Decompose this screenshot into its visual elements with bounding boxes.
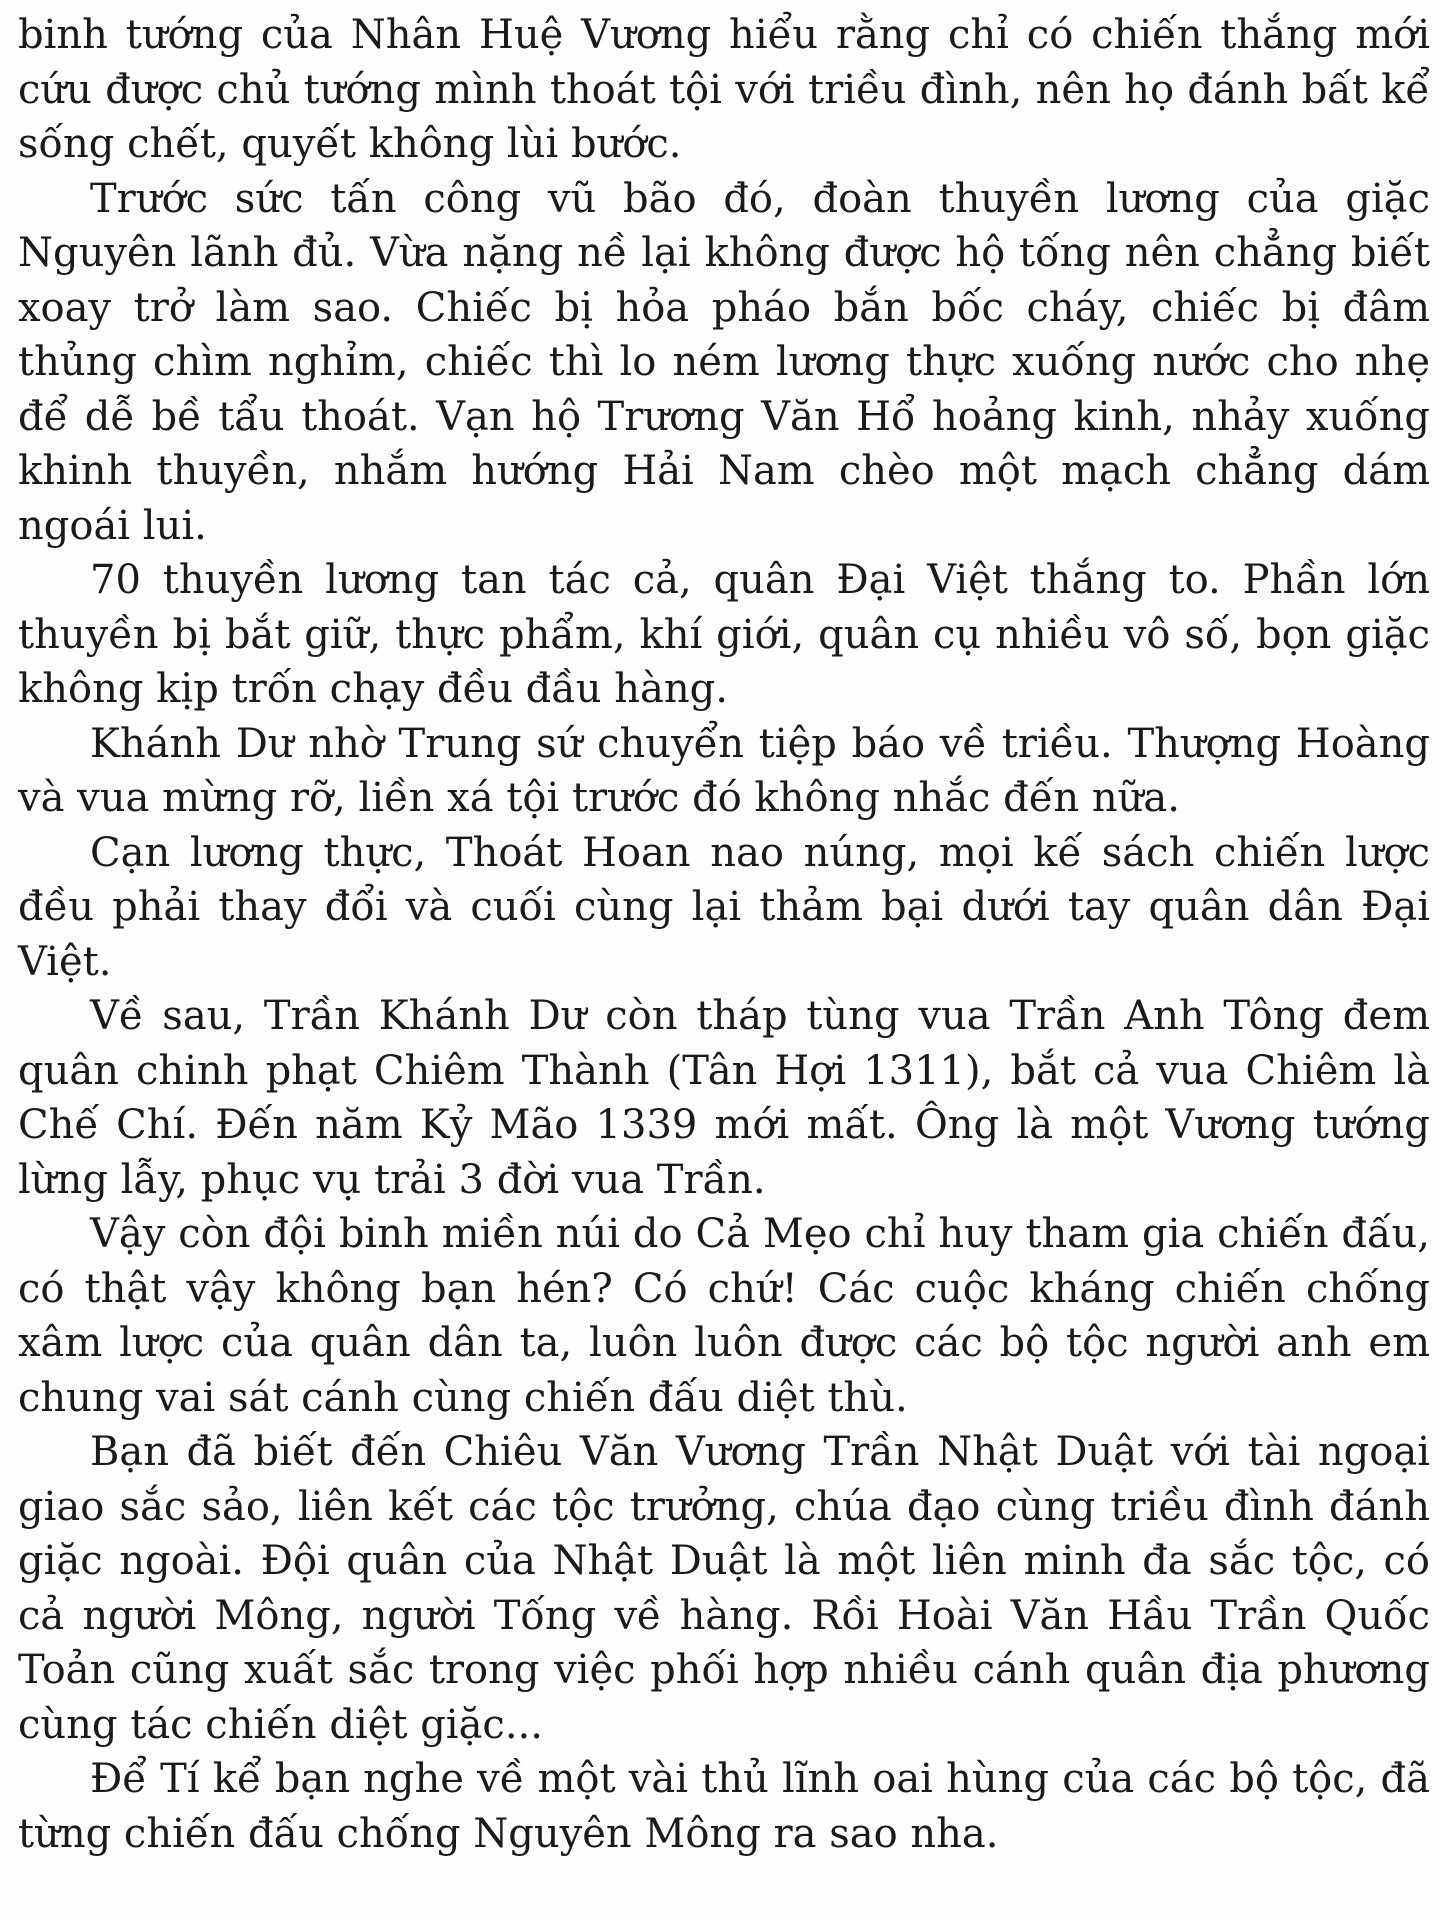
paragraph-4: Khánh Dư nhờ Trung sứ chuyển tiệp báo về triều. Thượng Hoàng và vua mừng rỡ, liền xá tội trước đó không nhắc đến nữa.	[18, 720, 1430, 821]
paragraph-2: Trước sức tấn công vũ bão đó, đoàn thuyền lương của giặc Nguyên lãnh đủ. Vừa nặng nề lại không được hộ tống nên chẳng biết xoay trở làm sao. Chiếc bị hỏa pháo bắn bốc cháy, chiếc bị đâm thủng chìm nghỉm, chiếc thì lo ném lương thực xuống nước cho nhẹ để dễ bề tẩu thoát. Vạn hộ Trương Văn Hổ hoảng kinh, nhảy xuống khinh thuyền, nhắm hướng Hải Nam chèo một mạch chẳng dám ngoái lui.	[18, 175, 1430, 549]
page-body-text	[18, 8, 1430, 1861]
paragraph-8: Bạn đã biết đến Chiêu Văn Vương Trần Nhật Duật với tài ngoại giao sắc sảo, liên kết các tộc trưởng, chúa đạo cùng triều đình đánh giặc ngoài. Đội quân của Nhật Duật là một liên minh đa sắc tộc, có cả người Mông, người Tống về hàng. Rồi Hoài Văn Hầu Trần Quốc Toản cũng xuất sắc trong việc phối hợp nhiều cánh quân địa phương cùng tác chiến diệt giặc...	[18, 1429, 1430, 1748]
paragraph-1-continued: binh tướng của Nhân Huệ Vương hiểu rằng chỉ có chiến thắng mới cứu được chủ tướng mình thoát tội với triều đình, nên họ đánh bất kể sống chết, quyết không lùi bước.	[18, 12, 1430, 167]
paragraph-5: Cạn lương thực, Thoát Hoan nao núng, mọi kế sách chiến lược đều phải thay đổi và cuối cùng lại thảm bại dưới tay quân dân Đại Việt.	[18, 829, 1430, 985]
paragraph-9: Để Tí kể bạn nghe về một vài thủ lĩnh oai hùng của các bộ tộc, đã từng chiến đấu chống Nguyên Mông ra sao nha.	[18, 1756, 1430, 1857]
paragraph-7: Vậy còn đội binh miền núi do Cả Mẹo chỉ huy tham gia chiến đấu, có thật vậy không bạn hén? Có chứ! Các cuộc kháng chiến chống xâm lược của quân dân ta, luôn luôn được các bộ tộc người anh em chung vai sát cánh cùng chiến đấu diệt thù.	[18, 1211, 1430, 1421]
paragraph-3: 70 thuyền lương tan tác cả, quân Đại Việt thắng to. Phần lớn thuyền bị bắt giữ, thực phẩm, khí giới, quân cụ nhiều vô số, bọn giặc không kịp trốn chạy đều đầu hàng.	[18, 557, 1430, 712]
paragraph-6: Về sau, Trần Khánh Dư còn tháp tùng vua Trần Anh Tông đem quân chinh phạt Chiêm Thành (Tân Hợi 1311), bắt cả vua Chiêm là Chế Chí. Đến năm Kỷ Mão 1339 mới mất. Ông là một Vương tướng lừng lẫy, phục vụ trải 3 đời vua Trần.	[18, 993, 1430, 1203]
